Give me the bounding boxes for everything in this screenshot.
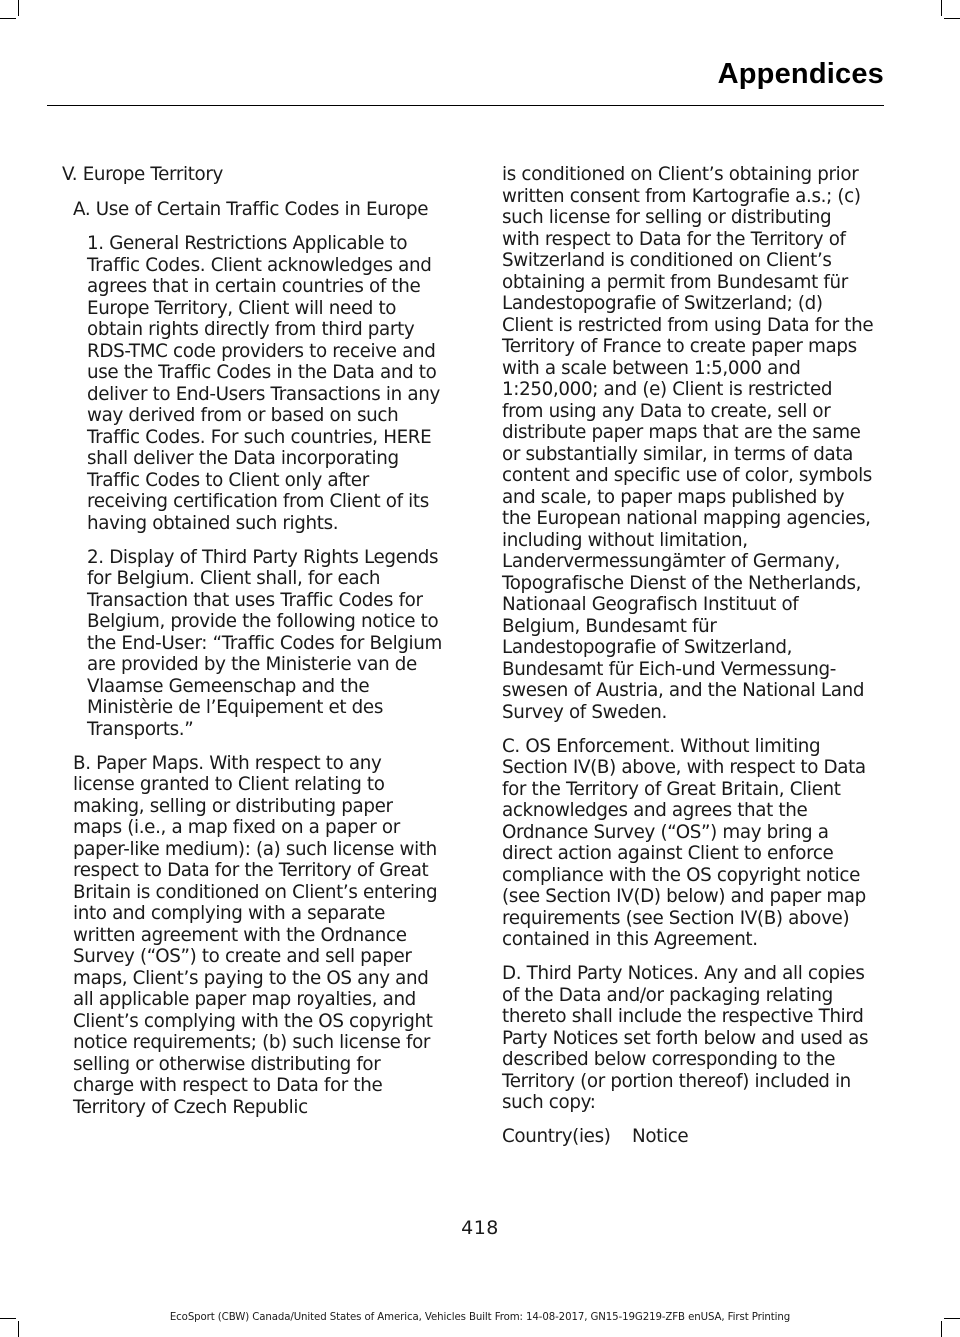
paper-maps-paragraph: B. Paper Maps. With respect to any license granted to Client relating to making, selling or distributing paper maps (i.e., a map fixed on a paper or paper-like medium): (a) such license with respect to Data for the Territory of Great Britain is conditioned on Client’s entering into and complying with a separate written agreement with the Ordnance Survey (“OS”) to create and sell paper maps, Client’s paying to the OS any and all applicable paper map royalties, and Client’s complying with the OS copyright notice requirements; (b) such license for selling or otherwise distributing for charge with respect to Data for the Territory of Czech Republic xyxy=(73,752,438,1118)
traffic-codes-item-1: 1. General Restrictions Applicable to Traffic Codes. Client acknowledges and agrees that in certain countries of the Europe Territory, Client will need to obtain rights directly from third party RDS-TMC code providers to receive and use the Traffic Codes in the Data and to deliver to End-Users Transactions in any way derived from or based on such Traffic Codes. For such countries, HERE shall deliver the Data incorporating Traffic Codes to Client only after receiving certification from Client of its having obtained such rights. xyxy=(87,233,440,534)
right-column xyxy=(502,164,874,1160)
crop-mark xyxy=(941,1321,942,1337)
left-column xyxy=(62,164,442,1131)
crop-mark xyxy=(18,0,19,16)
header-rule xyxy=(47,105,884,106)
page-number: 418 xyxy=(461,1217,499,1239)
europe-territory-heading: V. Europe Territory xyxy=(62,164,224,185)
section-title: Appendices xyxy=(717,58,884,90)
paper-maps-continued: is conditioned on Client’s obtaining prior written consent from Kartografie a.s.; (c) such license for selling or distributing with respect to Data for the Territory of Switzerland is conditioned on Client’s obtaining a permit from Bundesamt für Landestopografie of Switzerland; (d) Client is restricted from using Data for the Territory of France to create paper maps with a scale between 1:5,000 and 1:250,000; and (e) Client is restricted from using any Data to create, sell or distribute paper maps that are the same or substantially similar, in terms of data content and specific use of color, symbols and scale, to paper maps published by the European national mapping agencies, including without limitation, Landervermessungämter of Germany, Topografische Dienst of the Netherlands, Nationaal Geografisch Instituut of Belgium, Bundesamt für Landestopografie of Switzerland, Bundesamt für Eich-und Vermessung-swesen of Austria, and the National Land Survey of Sweden. xyxy=(502,164,874,723)
crop-mark xyxy=(941,0,942,16)
notice-table-header xyxy=(502,1126,874,1148)
third-party-notices-paragraph: D. Third Party Notices. Any and all copies of the Data and/or packaging relating thereto shall include the respective Third Party Notices set forth below and used as described below corresponding to the Territory (or portion thereof) included in such copy: xyxy=(502,963,869,1113)
os-enforcement-paragraph: C. OS Enforcement. Without limiting Section IV(B) above, with respect to Data for the Territory of Great Britain, Client acknowledges and agrees that the Ordnance Survey (“OS”) may bring a direct action against Client to enforce compliance with the OS copyright notice (see Section IV(D) below) and paper map requirements (see Section IV(B) above) contained in this Agreement. xyxy=(502,735,866,950)
crop-mark xyxy=(0,18,16,19)
crop-mark xyxy=(944,18,960,19)
footer-text: EcoSport (CBW) Canada/United States of America, Vehicles Built From: 14-08-2017, GN15-19G219-ZFB enUSA, First Printing xyxy=(169,1312,791,1323)
column-header-countries: Country(ies) xyxy=(502,1126,611,1147)
traffic-codes-item-2: 2. Display of Third Party Rights Legends for Belgium. Client shall, for each Transaction that uses Traffic Codes for Belgium, provide the following notice to the End-User: “Traffic Codes for Belgium are provided by the Ministerie van de Vlaamse Gemeenschap and the Ministèrie de l’Equipement et des Transports.” xyxy=(87,546,442,740)
crop-mark xyxy=(18,1321,19,1337)
column-header-notice: Notice xyxy=(632,1126,689,1147)
traffic-codes-heading: A. Use of Certain Traffic Codes in Europe xyxy=(73,198,429,220)
